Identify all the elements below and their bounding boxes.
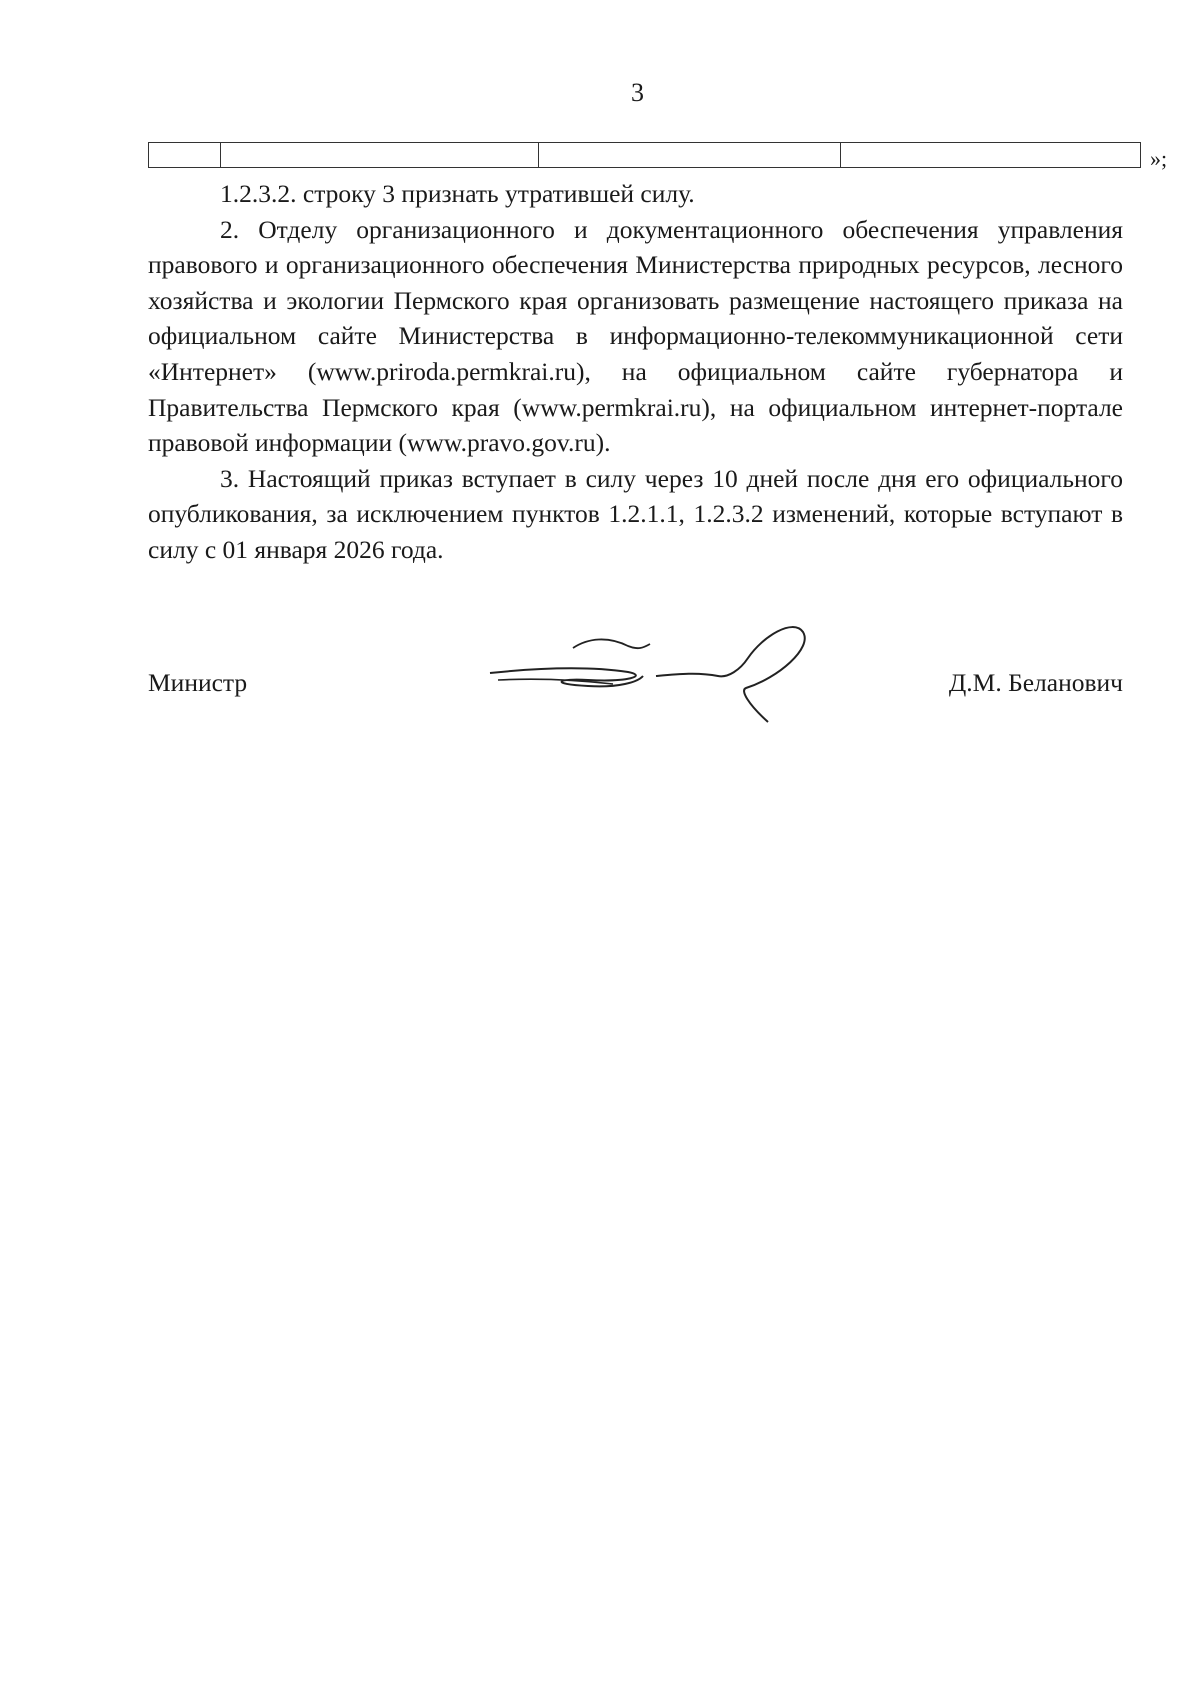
table-closing-mark: »; [1150,146,1168,171]
table-cell [840,142,1141,168]
signer-title: Министр [148,668,248,697]
table-cell [148,142,220,168]
clause-3: 3. Настоящий приказ вступает в силу через 10 дней после дня его официального опубликования, за исключением пунктов 1.2.1.1, 1.2.3.2 изменений, которые вступают в силу с 01 января 2026 года. [148,463,1123,564]
clause-2: 2. Отделу организационного и документационного обеспечения управления правового и организационного обеспечения Министерства природных ресурсов, лесного хозяйства и экологии Пермского края организовать размещение настоящего приказа на официальном сайте Министерства в информационно-телекоммуникационной сети «Интернет» (www.prirodа.permkrai.ru), на официальном сайте губернатора и Правительства Пермского края (www.permkrai.ru), на официальном интернет-портале правовой информации (www.pravo.gov.ru). [148,214,1123,458]
handwritten-signature [478,618,818,728]
table-remnant [148,142,1141,168]
signer-name: Д.М. Беланович [948,668,1123,697]
table-cell [220,142,538,168]
order-body [148,176,1123,568]
page-number: 3 [631,78,644,107]
table-cell [538,142,840,168]
signature-block [148,618,1123,728]
clause-1-2-3-2: 1.2.3.2. строку 3 признать утратившей силу. [220,179,695,208]
